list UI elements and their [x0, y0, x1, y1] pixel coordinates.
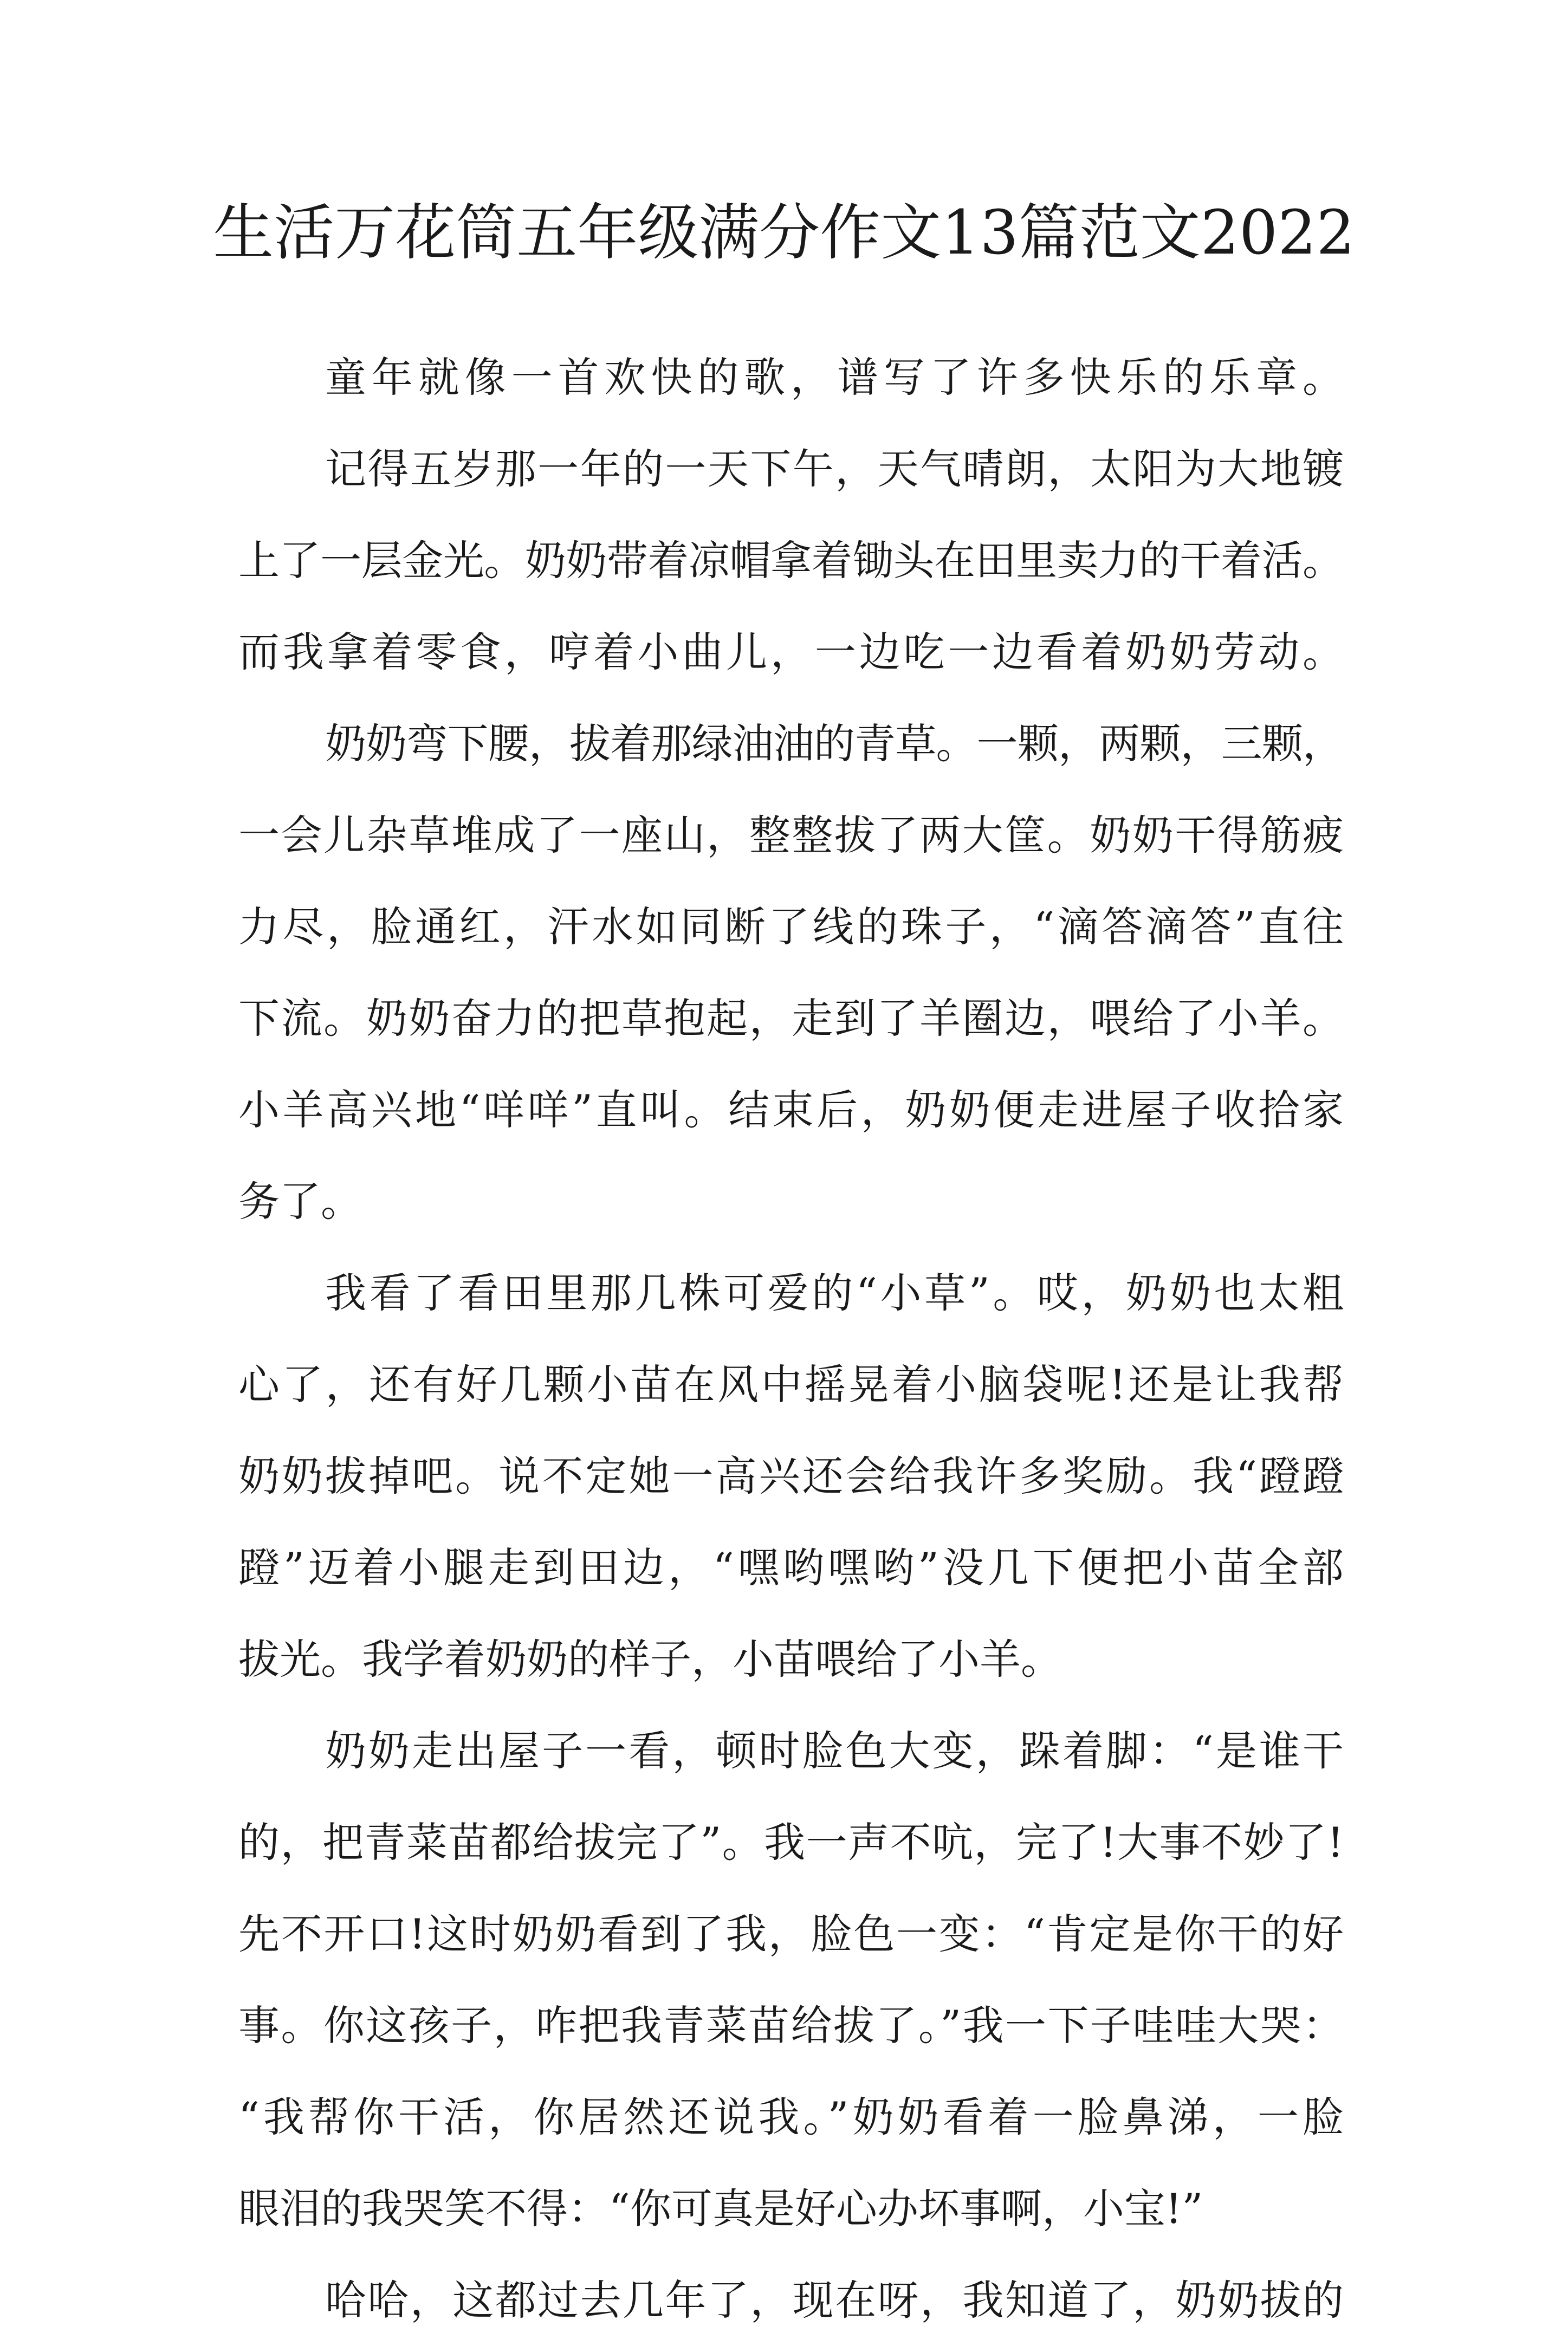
text-line: 心了，还有好几颗小苗在风中摇晃着小脑袋呢!还是让我帮 — [238, 1360, 1346, 1409]
text-line: 事。你这孩子，咋把我青菜苗给拔了。”我一下子哇哇大哭： — [238, 2001, 1345, 2050]
text-line: 上了一层金光。奶奶带着凉帽拿着锄头在田里卖力的干着活。 — [238, 536, 1344, 585]
text-line: 奶奶走出屋子一看，顿时脸色大变，跺着脚：“是谁干 — [325, 1727, 1346, 1775]
text-line: 先不开口!这时奶奶看到了我，脸色一变：“肯定是你干的好 — [238, 1910, 1345, 1958]
text-line: 奶奶拔掉吧。说不定她一高兴还会给我许多奖励。我“蹬蹬 — [238, 1452, 1346, 1500]
text-line: 眼泪的我哭笑不得：“你可真是好心办坏事啊，小宝!” — [238, 2185, 1203, 2233]
text-line: 一会儿杂草堆成了一座山，整整拔了两大筐。奶奶干得筋疲 — [238, 811, 1345, 859]
text-line: 奶奶弯下腰，拔着那绿油油的青草。一颗，两颗，三颗， — [325, 720, 1344, 768]
text-line: “我帮你干活，你居然还说我。”奶奶看着一脸鼻涕，一脸 — [238, 2093, 1348, 2141]
text-line: 小羊高兴地“咩咩”直叫。结束后，奶奶便走进屋子收拾家 — [238, 1086, 1347, 1134]
text-line: 童年就像一首欢快的歌，谱写了许多快乐的乐章。 — [325, 353, 1349, 401]
document-title: 生活万花筒五年级满分作文13篇范文2022 — [213, 198, 1355, 268]
text-line: 拔光。我学着奶奶的样子，小苗喂给了小羊。 — [238, 1635, 1062, 1683]
text-line: 的，把青菜苗都给拔完了”。我一声不吭，完了!大事不妙了! — [238, 1818, 1345, 1867]
text-line: 务了。 — [238, 1177, 362, 1226]
text-line: 记得五岁那一年的一天下午，天气晴朗，太阳为大地镀 — [325, 445, 1345, 493]
text-line: 哈哈，这都过去几年了，现在呀，我知道了，奶奶拔的 — [325, 2276, 1345, 2324]
text-line: 下流。奶奶奋力的把草抱起，走到了羊圈边，喂给了小羊。 — [238, 994, 1345, 1042]
document-body — [238, 332, 1349, 2346]
text-line: 蹬”迈着小腿走到田边，“嘿哟嘿哟”没几下便把小苗全部 — [238, 1544, 1348, 1592]
text-line: 我看了看田里那几株可爱的“小草”。哎，奶奶也太粗 — [325, 1269, 1347, 1317]
text-line: 而我拿着零食，哼着小曲儿，一边吃一边看着奶奶劳动。 — [238, 628, 1347, 676]
text-line: 力尽，脸通红，汗水如同断了线的珠子，“滴答滴答”直往 — [238, 903, 1347, 951]
